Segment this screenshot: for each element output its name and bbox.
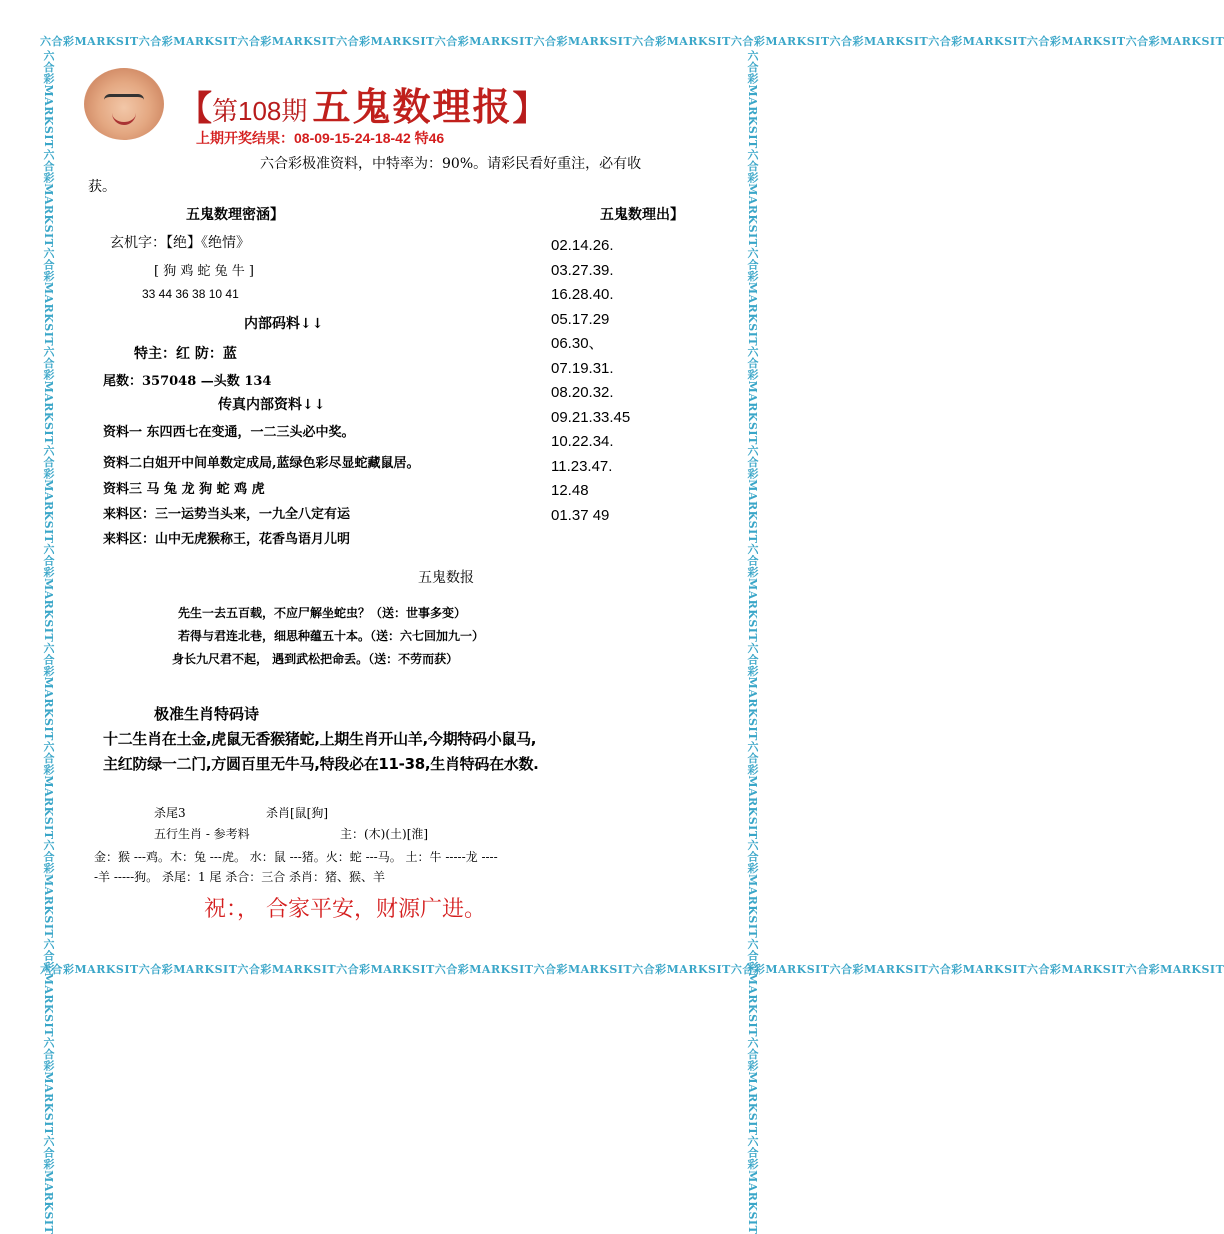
- inner-heading: 内部码料↓↓: [244, 316, 324, 332]
- main-elements: 主：(木)(土)[淮]: [340, 827, 429, 841]
- issue-number: 第108期: [212, 96, 308, 126]
- data-line-1: 资料一 东四西七在变通，一二三头必中奖。: [103, 425, 355, 440]
- number-list: [551, 234, 630, 528]
- portrait-avatar: [84, 68, 164, 140]
- border-watermark-top: 六合彩MARKSIT六合彩MARKSIT六合彩MARKSIT六合彩MARKSIT六合彩MARKSIT六合彩MARKSIT六合彩MARKSIT六合彩MARKSIT六合彩MARKSIT六合彩MARKSIT六合彩MARKSIT六合彩MARKSIT: [40, 35, 1224, 48]
- last-result: 上期开奖结果：08-09-15-24-18-42 特46: [196, 130, 445, 146]
- elements-line-1: 金：猴 ---鸡。木：兔 ---虎。 水：鼠 ---猪。火：蛇 ---马。 土：牛 -----龙 ----: [94, 850, 498, 864]
- data-line-2: 资料二白姐开中间单数定成局,蓝绿色彩尽显蛇藏鼠居。: [103, 456, 420, 471]
- report-heading: 五鬼数报: [418, 570, 474, 586]
- wuxing-label: 五行生肖 - 参考料: [154, 827, 250, 841]
- riddle-line-1: 先生一去五百载，不应尸解坐蛇虫？（送：世事多变）: [178, 606, 467, 620]
- title-bracket-close: 】: [512, 89, 547, 129]
- zodiac-line: [ 狗 鸡 蛇 兔 牛 ]: [154, 264, 254, 279]
- elements-line-2: -羊 -----狗。 杀尾：1 尾 杀合：三合 杀肖：猪、猴、羊: [94, 870, 386, 884]
- intro-line-1: 六合彩极准资料，中特率为：90%。请彩民看好重注，必有收: [260, 156, 642, 172]
- number-item: 10.22.34.: [551, 433, 614, 450]
- kill-zodiac: 杀肖[鼠[狗]: [266, 806, 329, 820]
- number-item: 09.21.33.45: [551, 408, 631, 426]
- border-watermark-right: 六合彩MARKSIT六合彩MARKSIT六合彩MARKSIT六合彩MARKSIT六合彩MARKSIT六合彩MARKSIT六合彩MARKSIT六合彩MARKSIT六合彩MARKSIT六合彩MARKSIT六合彩MARKSIT六合彩MARKSIT: [746, 50, 759, 1234]
- number-item: 07.19.31.: [551, 359, 614, 377]
- number-item: 03.27.39.: [551, 261, 614, 279]
- border-watermark-bottom: 六合彩MARKSIT六合彩MARKSIT六合彩MARKSIT六合彩MARKSIT六合彩MARKSIT六合彩MARKSIT六合彩MARKSIT六合彩MARKSIT六合彩MARKSIT六合彩MARKSIT六合彩MARKSIT六合彩MARKSIT: [40, 963, 1224, 976]
- border-watermark-left: 六合彩MARKSIT六合彩MARKSIT六合彩MARKSIT六合彩MARKSIT六合彩MARKSIT六合彩MARKSIT六合彩MARKSIT六合彩MARKSIT六合彩MARKSIT六合彩MARKSIT六合彩MARKSIT六合彩MARKSIT: [42, 50, 55, 1234]
- poem-heading: 极准生肖特码诗: [154, 705, 260, 723]
- number-item: 11.23.47.: [551, 457, 613, 475]
- riddle-line-2: 若得与君连北巷，细思种蕴五十本。（送：六七回加九一）: [178, 629, 485, 643]
- title-text: 五鬼数理报: [312, 84, 513, 129]
- number-item: 08.20.32.: [551, 384, 614, 401]
- smile-shape: [112, 112, 136, 125]
- fax-heading: 传真内部资料↓↓: [218, 397, 326, 413]
- source-line-2: 来料区：山中无虎猴称王，花香鸟语月儿明: [103, 532, 351, 547]
- number-item: 05.17.29: [551, 310, 610, 328]
- blessing-text: 祝：， 合家平安，财源广进。: [204, 897, 486, 922]
- right-heading: 五鬼数理出】: [600, 207, 684, 223]
- special-line: 特主：红 防：蓝: [134, 346, 237, 362]
- source-line-1: 来料区：三一运势当头来，一九全八定有运: [103, 507, 351, 522]
- title-bracket-open: 【: [178, 89, 212, 129]
- number-item: 12.48: [551, 482, 589, 499]
- left-heading: 五鬼数理密涵】: [186, 207, 284, 223]
- number-item: 06.30、: [551, 335, 604, 352]
- number-item: 16.28.40.: [551, 286, 614, 303]
- glasses-shape: [104, 94, 144, 107]
- number-item: 02.14.26.: [551, 237, 614, 254]
- intro-line-2: 获。: [88, 179, 116, 195]
- poem-line-1: 十二生肖在土金,虎鼠无香猴猪蛇,上期生肖开山羊,今期特码小鼠马,: [103, 730, 537, 748]
- tail-line: 尾数：357048 —头数 134: [103, 374, 272, 389]
- number-line: 33 44 36 38 10 41: [142, 287, 239, 301]
- kill-tail: 杀尾3: [154, 806, 186, 820]
- data-line-3: 资料三 马 兔 龙 狗 蛇 鸡 虎: [103, 482, 265, 497]
- poem-line-2: 主红防绿一二门,方圆百里无牛马,特段必在11-38,生肖特码在水数.: [103, 755, 539, 773]
- riddle-line-3: 身长九尺君不起， 遇到武松把命丢。（送：不劳而获）: [172, 652, 459, 666]
- report-title: [178, 76, 547, 131]
- number-item: 01.37 49: [551, 506, 610, 524]
- xuanji-line: 玄机字：【绝】《绝情》: [110, 235, 250, 251]
